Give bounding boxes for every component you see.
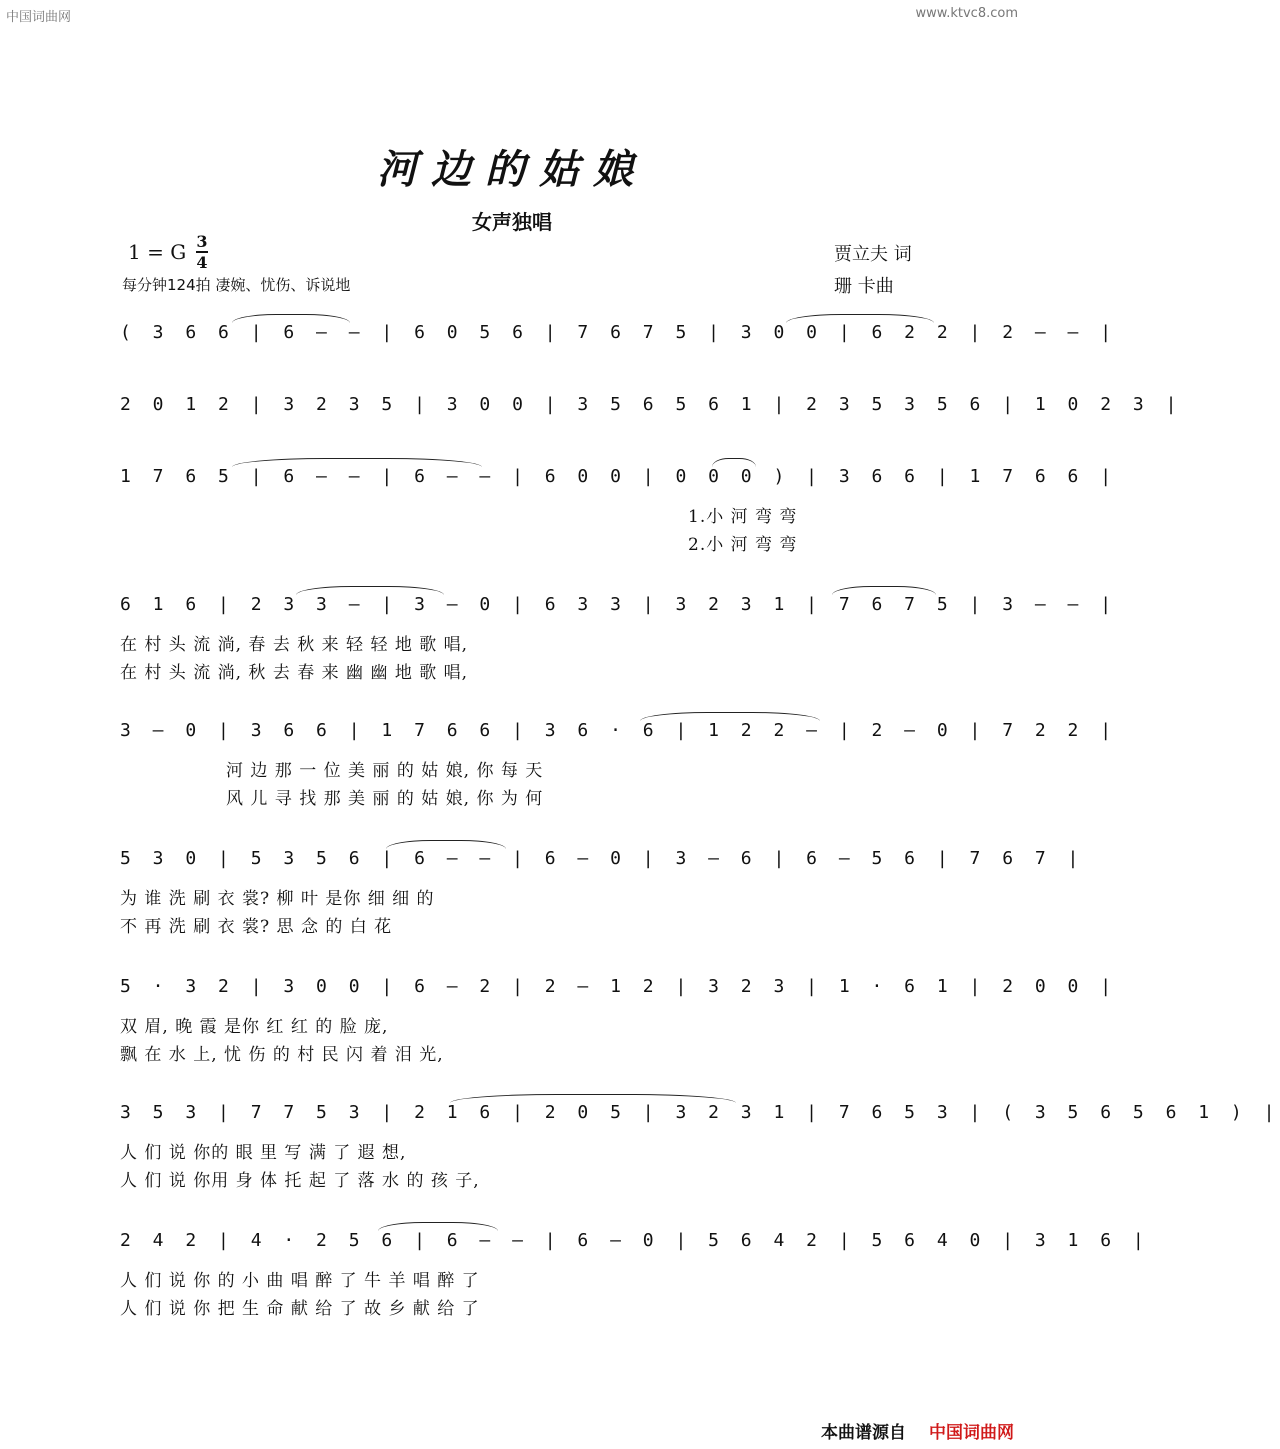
score-line-4	[120, 590, 1117, 683]
notation-line: 2 0 1 2 | 3 2 3 5 | 3 0 0 | 3 5 6 5 6 1 | 2 3 5 3 5 6 | 1 0 2 3 |	[120, 394, 1182, 415]
notation-line: 2 4 2 | 4 · 2 5 6 | 6 – – | 6 – 0 | 5 6 4 2 | 5 6 4 0 | 3 1 6 |	[120, 1230, 1150, 1251]
composer-credit: 珊 卡曲	[834, 276, 894, 297]
lyric-verse-1: 为 谁 洗 刷 衣 裳? 柳 叶 是你 细 细 的	[120, 889, 435, 909]
lyric-verse-2: 风 儿 寻 找 那 美 丽 的 姑 娘, 你 为 何	[226, 789, 544, 809]
lyric-verse-2: 在 村 头 流 淌, 秋 去 春 来 幽 幽 地 歌 唱,	[120, 663, 469, 683]
key-signature: 1 = G	[128, 240, 187, 264]
score-line-8	[120, 1098, 1280, 1191]
score-line-7	[120, 972, 1117, 1065]
song-title: 河边的姑娘	[377, 146, 647, 193]
notation-line: 3 – 0 | 3 6 6 | 1 7 6 6 | 3 6 · 6 | 1 2 2 – | 2 – 0 | 7 2 2 |	[120, 720, 1117, 741]
footer-site-link[interactable]: 中国词曲网	[929, 1423, 1014, 1443]
lyric-verse-1: 人 们 说 你的 眼 里 写 满 了 遐 想,	[120, 1143, 407, 1163]
lyric-verse-2: 2.小 河 弯 弯	[688, 535, 798, 555]
score-line-3	[120, 462, 1117, 555]
watermark-left: 中国词曲网	[6, 10, 72, 25]
notation-line: 5 3 0 | 5 3 5 6 | 6 – – | 6 – 0 | 3 – 6 | 6 – 5 6 | 7 6 7 |	[120, 848, 1084, 869]
time-signature-top: 3	[196, 232, 208, 251]
song-subtitle: 女声独唱	[472, 210, 552, 234]
time-signature	[196, 233, 208, 271]
lyric-verse-1: 人 们 说 你 的 小 曲 唱 醉 了 牛 羊 唱 醉 了	[120, 1271, 480, 1291]
time-signature-bottom: 4	[196, 253, 208, 272]
score-line-9	[120, 1226, 1150, 1319]
notation-line: 1 7 6 5 | 6 – – | 6 – – | 6 0 0 | 0 0 0 ) | 3 6 6 | 1 7 6 6 |	[120, 466, 1117, 487]
notation-line: 5 · 3 2 | 3 0 0 | 6 – 2 | 2 – 1 2 | 3 2 3 | 1 · 6 1 | 2 0 0 |	[120, 976, 1117, 997]
lyric-verse-1: 1.小 河 弯 弯	[688, 507, 798, 527]
lyricist-credit: 贾立夫 词	[834, 244, 912, 265]
score-line-5	[120, 716, 1117, 809]
lyric-verse-1: 双 眉, 晚 霞 是你 红 红 的 脸 庞,	[120, 1017, 389, 1037]
lyric-verse-2: 人 们 说 你 把 生 命 献 给 了 故 乡 献 给 了	[120, 1299, 480, 1319]
lyric-verse-1: 河 边 那 一 位 美 丽 的 姑 娘, 你 每 天	[226, 761, 544, 781]
lyric-verse-2: 人 们 说 你用 身 体 托 起 了 落 水 的 孩 子,	[120, 1171, 480, 1191]
notation-line: 6 1 6 | 2 3 3 – | 3 – 0 | 6 3 3 | 3 2 3 1 | 7 6 7 5 | 3 – – |	[120, 594, 1117, 615]
watermark-right: www.ktvc8.com	[915, 6, 1018, 21]
notation-line: 3 5 3 | 7 7 5 3 | 2 1 6 | 2 0 5 | 3 2 3 1 | 7 6 5 3 | ( 3 5 6 5 6 1 ) |	[120, 1102, 1280, 1123]
score-line-6	[120, 844, 1084, 937]
notation-line: ( 3 6 6 | 6 – – | 6 0 5 6 | 7 6 7 5 | 3 0 0 | 6 2 2 | 2 – – |	[120, 322, 1117, 343]
lyric-verse-2: 飘 在 水 上, 忧 伤 的 村 民 闪 着 泪 光,	[120, 1045, 444, 1065]
lyric-verse-1: 在 村 头 流 淌, 春 去 秋 来 轻 轻 地 歌 唱,	[120, 635, 469, 655]
footer-source-label: 本曲谱源自	[821, 1423, 906, 1443]
tempo-marking: 每分钟124拍 凄婉、忧伤、诉说地	[122, 276, 351, 294]
lyric-verse-2: 不 再 洗 刷 衣 裳? 思 念 的 白 花	[120, 917, 393, 937]
